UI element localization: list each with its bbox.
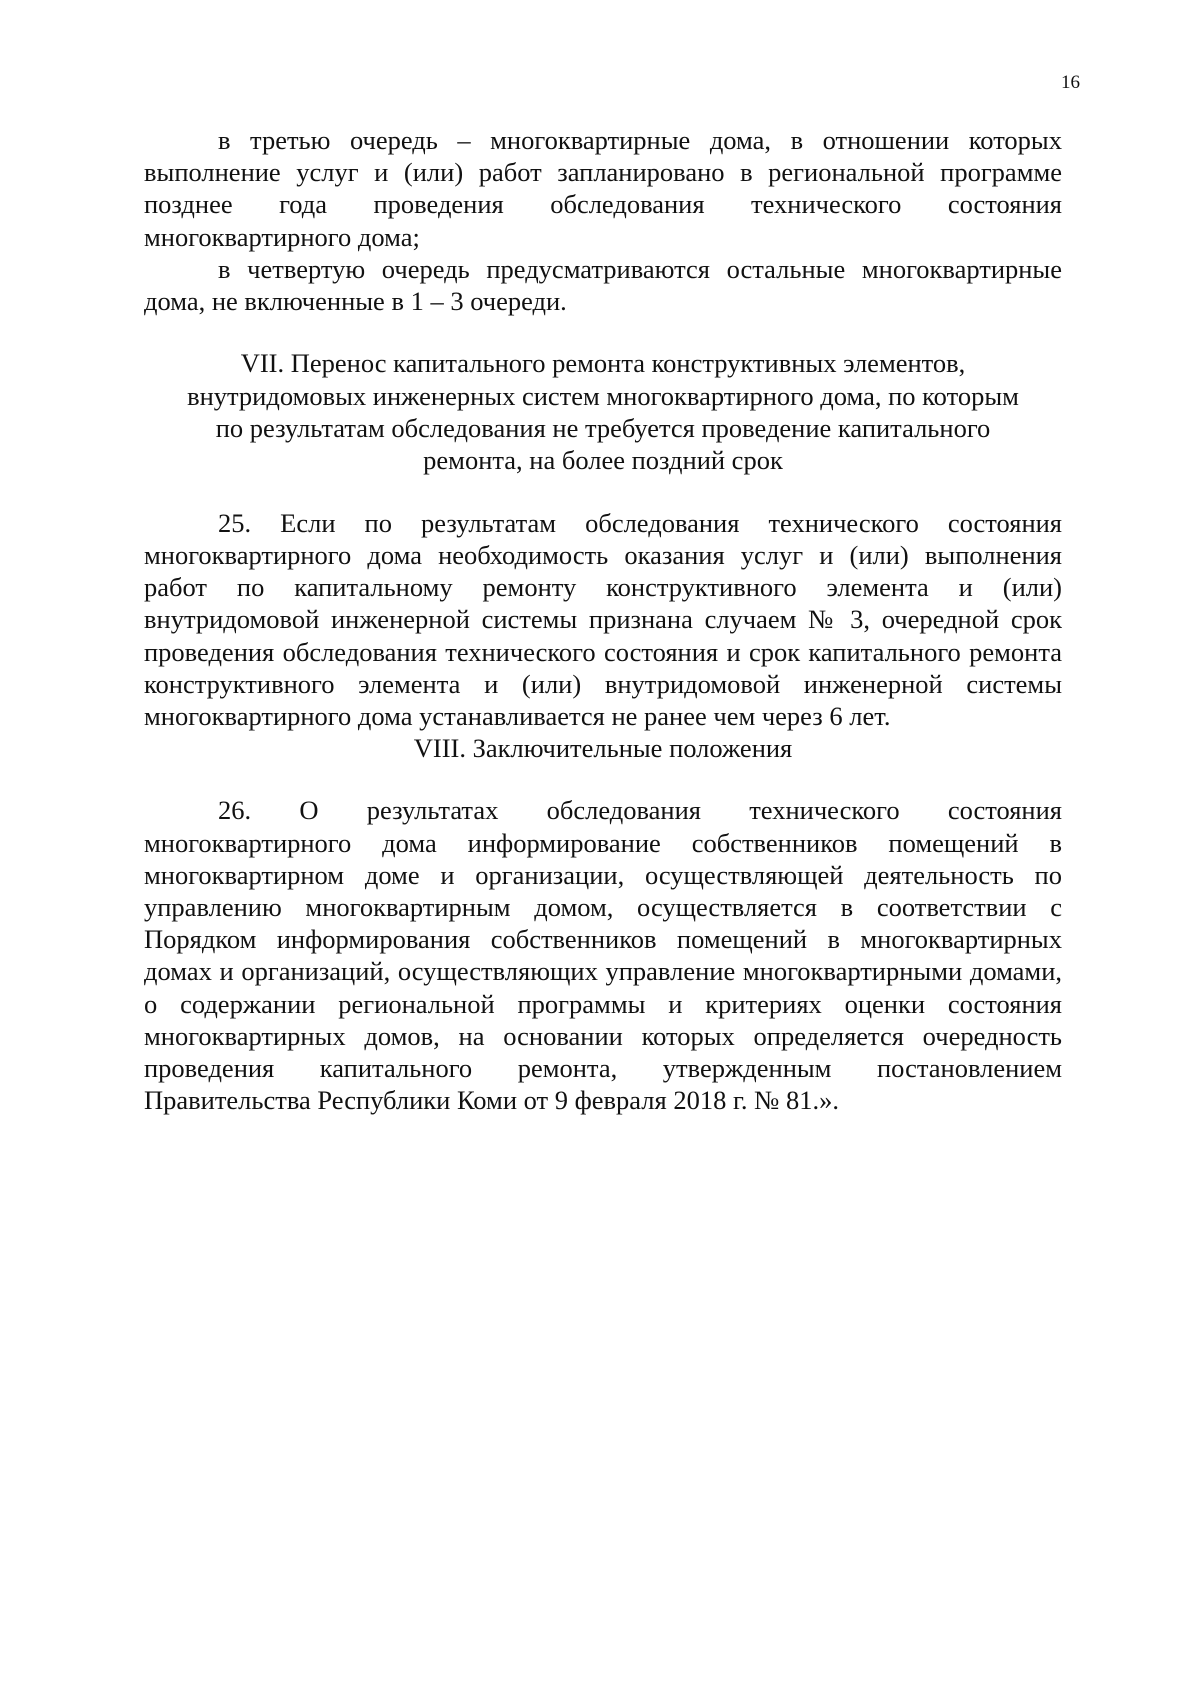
paragraph-item-25: 25. Если по результатам обследования технического состояния многоквартирного дома необходимость оказания услуг и (или) выполнения работ по капитальному ремонту конструктивного элемента и (или) внутридомовой инженерной системы признана случаем № 3, очередной срок проведения обследования технического состояния и срок капитального ремонта конструктивного элемента и (или) внутридомовой инженерной системы многоквартирного дома устанавливается не ранее чем через 6 лет. [144, 507, 1062, 732]
paragraph-item-26: 26. О результатах обследования технического состояния многоквартирного дома информирование собственников помещений в многоквартирном доме и организации, осуществляющей деятельность по управлению многоквартирным домом, осуществляется в соответствии с Порядком информирования собственников помещений в многоквартирных домах и организаций, осуществляющих управление многоквартирными домами, о содержании региональной программы и критериях оценки состояния многоквартирных домов, на основании которых определяется очередность проведения капитального ремонта, утвержденным постановлением Правительства Республики Коми от 9 февраля 2018 г. № 81.». [144, 795, 1062, 1116]
section-viii-heading: VIII. Заключительные положения [413, 733, 793, 764]
page-number: 16 [1061, 72, 1080, 93]
paragraph-third-queue: в третью очередь – многоквартирные дома, в отношении которых выполнение услуг и (или) работ запланировано в региональной программе позднее года проведения обследования технического состояния многоквартирного дома; [144, 125, 1062, 252]
section-vii-heading-line: ремонта, на более поздний срок [423, 445, 783, 476]
section-vii-heading-line: внутридомовых инженерных систем многоквартирного дома, по которым [187, 380, 1019, 411]
section-vii-heading-line: по результатам обследования не требуется проведение капитального [215, 413, 991, 444]
section-vii-heading [144, 347, 1062, 477]
paragraph-fourth-queue: в четвертую очередь предусматриваются остальные многоквартирные дома, не включенные в 1 – 3 очереди. [144, 253, 1062, 317]
document-body [144, 124, 1062, 1117]
section-vii-heading-line: VII. Перенос капитального ремонта конструктивных элементов, [240, 348, 966, 379]
